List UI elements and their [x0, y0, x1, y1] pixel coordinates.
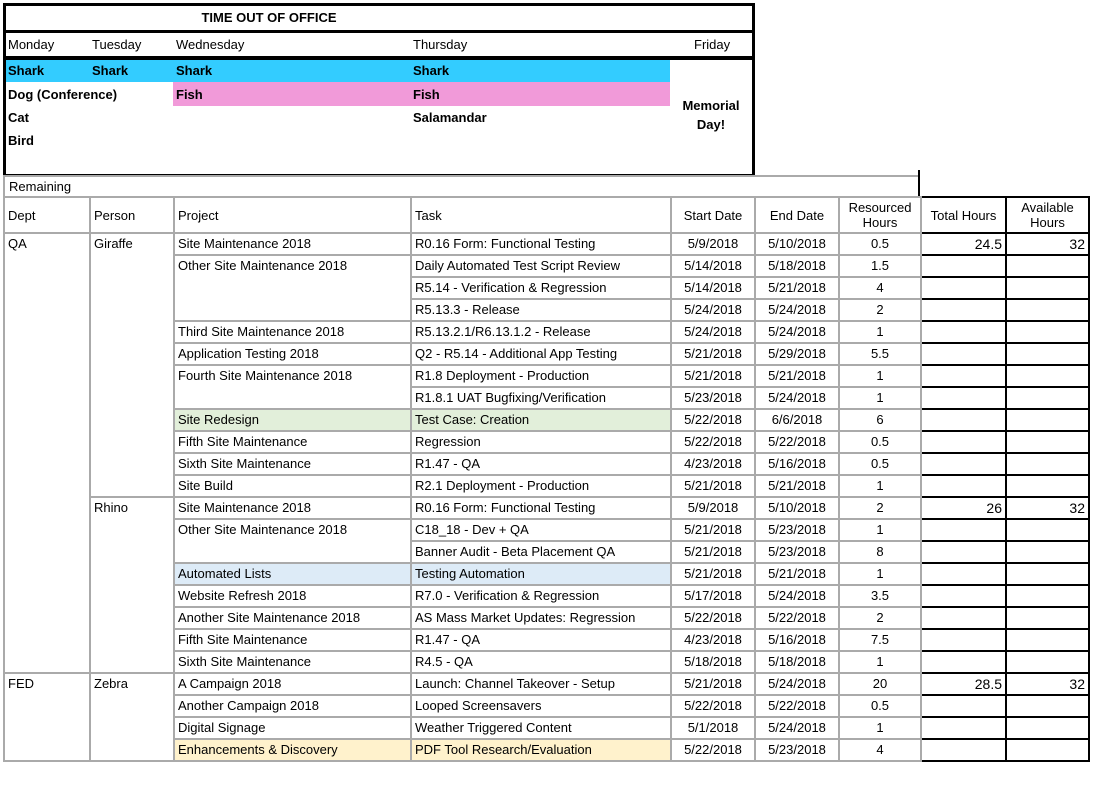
end-date-cell: 5/16/2018 — [755, 453, 839, 475]
end-date-cell: 5/18/2018 — [755, 255, 839, 277]
available-hours-cell — [1006, 343, 1089, 365]
column-header-project[interactable]: Project — [174, 197, 411, 233]
project-cell: Automated Lists — [174, 563, 411, 585]
end-date-cell: 5/24/2018 — [755, 585, 839, 607]
resourced-hours-cell: 20 — [839, 673, 921, 695]
day-thursday: Thursday — [413, 37, 468, 52]
total-hours-cell — [921, 541, 1006, 563]
total-hours-cell — [921, 651, 1006, 673]
total-hours-cell — [921, 695, 1006, 717]
start-date-cell: 5/18/2018 — [671, 651, 755, 673]
end-date-cell: 5/10/2018 — [755, 233, 839, 255]
project-cell: Site Maintenance 2018 — [174, 497, 411, 519]
project-cell: Digital Signage — [174, 717, 411, 739]
total-hours-cell — [921, 321, 1006, 343]
end-date-cell: 5/24/2018 — [755, 321, 839, 343]
project-cell: Website Refresh 2018 — [174, 585, 411, 607]
start-date-cell: 5/21/2018 — [671, 563, 755, 585]
start-date-cell: 5/14/2018 — [671, 277, 755, 299]
project-cell: Other Site Maintenance 2018 — [174, 255, 411, 321]
table-row — [4, 233, 1089, 255]
project-cell: Site Redesign — [174, 409, 411, 431]
ooo-title: TIME OUT OF OFFICE — [6, 6, 752, 33]
task-cell: Testing Automation — [411, 563, 671, 585]
start-date-cell: 5/24/2018 — [671, 321, 755, 343]
task-cell: R0.16 Form: Functional Testing — [411, 233, 671, 255]
end-date-cell: 5/22/2018 — [755, 607, 839, 629]
task-cell: R1.8 Deployment - Production — [411, 365, 671, 387]
task-cell: R4.5 - QA — [411, 651, 671, 673]
available-hours-cell — [1006, 387, 1089, 409]
resourced-hours-cell: 0.5 — [839, 233, 921, 255]
resourced-hours-cell: 0.5 — [839, 695, 921, 717]
day-tuesday: Tuesday — [92, 37, 142, 52]
start-date-cell: 5/17/2018 — [671, 585, 755, 607]
total-hours-cell — [921, 409, 1006, 431]
total-hours-cell: 26 — [921, 497, 1006, 519]
project-cell: Another Campaign 2018 — [174, 695, 411, 717]
start-date-cell: 5/1/2018 — [671, 717, 755, 739]
fish-thursday: Fish — [413, 87, 440, 102]
end-date-cell: 5/21/2018 — [755, 563, 839, 585]
end-date-cell: 5/29/2018 — [755, 343, 839, 365]
start-date-cell: 5/21/2018 — [671, 541, 755, 563]
start-date-cell: 5/21/2018 — [671, 673, 755, 695]
resourced-hours-cell: 2 — [839, 497, 921, 519]
resourced-hours-cell: 8 — [839, 541, 921, 563]
shark-monday: Shark — [8, 63, 45, 78]
end-date-cell: 5/23/2018 — [755, 519, 839, 541]
available-hours-cell — [1006, 299, 1089, 321]
resourced-hours-cell: 0.5 — [839, 453, 921, 475]
fish-wednesday: Fish — [176, 87, 203, 102]
project-cell: Site Maintenance 2018 — [174, 233, 411, 255]
end-date-cell: 5/24/2018 — [755, 299, 839, 321]
resourced-hours-cell: 6 — [839, 409, 921, 431]
day-friday: Friday — [694, 37, 731, 52]
header-row — [4, 197, 1089, 233]
available-hours-cell: 32 — [1006, 233, 1089, 255]
end-date-cell: 5/16/2018 — [755, 629, 839, 651]
end-date-cell: 5/21/2018 — [755, 365, 839, 387]
available-hours-cell — [1006, 629, 1089, 651]
start-date-cell: 5/14/2018 — [671, 255, 755, 277]
task-cell: R1.47 - QA — [411, 629, 671, 651]
start-date-cell: 5/24/2018 — [671, 299, 755, 321]
project-cell: Enhancements & Discovery — [174, 739, 411, 761]
task-cell: Test Case: Creation — [411, 409, 671, 431]
end-date-cell: 5/18/2018 — [755, 651, 839, 673]
end-date-cell: 5/22/2018 — [755, 695, 839, 717]
resourced-hours-cell: 1 — [839, 365, 921, 387]
resourced-hours-cell: 1 — [839, 717, 921, 739]
column-header-total-hours[interactable]: Total Hours — [921, 197, 1006, 233]
total-hours-cell — [921, 475, 1006, 497]
resourced-hours-cell: 3.5 — [839, 585, 921, 607]
resourced-hours-cell: 5.5 — [839, 343, 921, 365]
task-cell: Banner Audit - Beta Placement QA — [411, 541, 671, 563]
total-hours-cell — [921, 343, 1006, 365]
total-hours-cell: 24.5 — [921, 233, 1006, 255]
day-monday: Monday — [8, 37, 55, 52]
end-date-cell: 5/23/2018 — [755, 541, 839, 563]
task-cell: Daily Automated Test Script Review — [411, 255, 671, 277]
resourced-hours-cell: 4 — [839, 277, 921, 299]
end-date-cell: 6/6/2018 — [755, 409, 839, 431]
task-cell: Weather Triggered Content — [411, 717, 671, 739]
task-cell: Launch: Channel Takeover - Setup — [411, 673, 671, 695]
column-header-start-date[interactable]: Start Date — [671, 197, 755, 233]
start-date-cell: 5/9/2018 — [671, 233, 755, 255]
project-cell: Sixth Site Maintenance — [174, 453, 411, 475]
task-cell: Regression — [411, 431, 671, 453]
available-hours-cell — [1006, 453, 1089, 475]
resourced-hours-cell: 1 — [839, 563, 921, 585]
start-date-cell: 4/23/2018 — [671, 453, 755, 475]
project-cell: Fifth Site Maintenance — [174, 629, 411, 651]
resourced-hours-cell: 0.5 — [839, 431, 921, 453]
end-date-cell: 5/21/2018 — [755, 475, 839, 497]
available-hours-cell — [1006, 277, 1089, 299]
resourced-hours-cell: 1 — [839, 519, 921, 541]
monday-cat: Cat — [8, 110, 29, 125]
task-cell: C18_18 - Dev + QA — [411, 519, 671, 541]
total-hours-cell — [921, 629, 1006, 651]
total-hours-cell — [921, 453, 1006, 475]
task-cell: R5.13.3 - Release — [411, 299, 671, 321]
column-header-task[interactable]: Task — [411, 197, 671, 233]
project-cell: Sixth Site Maintenance — [174, 651, 411, 673]
task-cell: AS Mass Market Updates: Regression — [411, 607, 671, 629]
day-wednesday: Wednesday — [176, 37, 245, 52]
total-hours-cell — [921, 387, 1006, 409]
task-cell: R0.16 Form: Functional Testing — [411, 497, 671, 519]
column-header-end-date[interactable]: End Date — [755, 197, 839, 233]
task-cell: PDF Tool Research/Evaluation — [411, 739, 671, 761]
task-cell: Q2 - R5.14 - Additional App Testing — [411, 343, 671, 365]
project-cell: Third Site Maintenance 2018 — [174, 321, 411, 343]
available-hours-cell — [1006, 717, 1089, 739]
start-date-cell: 5/22/2018 — [671, 409, 755, 431]
shark-wednesday: Shark — [176, 63, 213, 78]
dept-cell: QA — [4, 233, 90, 673]
start-date-cell: 5/22/2018 — [671, 607, 755, 629]
available-hours-cell — [1006, 585, 1089, 607]
resourced-hours-cell: 2 — [839, 607, 921, 629]
total-hours-cell — [921, 739, 1006, 761]
total-hours-cell — [921, 607, 1006, 629]
end-date-cell: 5/24/2018 — [755, 717, 839, 739]
thursday-salamandar: Salamandar — [413, 110, 487, 125]
remaining-label: Remaining — [3, 175, 920, 197]
resourced-hours-cell: 1 — [839, 475, 921, 497]
start-date-cell: 5/22/2018 — [671, 695, 755, 717]
start-date-cell: 4/23/2018 — [671, 629, 755, 651]
end-date-cell: 5/24/2018 — [755, 387, 839, 409]
start-date-cell: 5/22/2018 — [671, 739, 755, 761]
resourced-hours-cell: 1 — [839, 387, 921, 409]
total-hours-cell — [921, 717, 1006, 739]
friday-memorial-day: Memorial Day! — [682, 98, 740, 132]
end-date-cell: 5/24/2018 — [755, 673, 839, 695]
task-cell: Looped Screensavers — [411, 695, 671, 717]
end-date-cell: 5/21/2018 — [755, 277, 839, 299]
resourced-hours-cell: 2 — [839, 299, 921, 321]
task-cell: R5.13.2.1/R6.13.1.2 - Release — [411, 321, 671, 343]
end-date-cell: 5/23/2018 — [755, 739, 839, 761]
total-hours-cell — [921, 365, 1006, 387]
project-cell: Another Site Maintenance 2018 — [174, 607, 411, 629]
task-cell: R2.1 Deployment - Production — [411, 475, 671, 497]
person-cell: Giraffe — [90, 233, 174, 497]
start-date-cell: 5/9/2018 — [671, 497, 755, 519]
total-hours-cell — [921, 519, 1006, 541]
available-hours-cell — [1006, 607, 1089, 629]
monday-bird: Bird — [8, 133, 34, 148]
start-date-cell: 5/23/2018 — [671, 387, 755, 409]
available-hours-cell — [1006, 475, 1089, 497]
available-hours-cell: 32 — [1006, 673, 1089, 695]
available-hours-cell — [1006, 651, 1089, 673]
project-cell: Site Build — [174, 475, 411, 497]
dept-cell: FED — [4, 673, 90, 761]
start-date-cell: 5/21/2018 — [671, 475, 755, 497]
resourced-hours-cell: 1 — [839, 651, 921, 673]
resourced-hours-cell: 7.5 — [839, 629, 921, 651]
column-header-dept[interactable]: Dept — [4, 197, 90, 233]
task-cell: R1.47 - QA — [411, 453, 671, 475]
total-hours-cell — [921, 299, 1006, 321]
available-hours-cell — [1006, 255, 1089, 277]
available-hours-cell — [1006, 365, 1089, 387]
task-cell: R5.14 - Verification & Regression — [411, 277, 671, 299]
available-hours-cell — [1006, 541, 1089, 563]
available-hours-cell: 32 — [1006, 497, 1089, 519]
shark-thursday: Shark — [413, 63, 450, 78]
available-hours-cell — [1006, 431, 1089, 453]
available-hours-cell — [1006, 321, 1089, 343]
column-header-person[interactable]: Person — [90, 197, 174, 233]
resourced-hours-cell: 1 — [839, 321, 921, 343]
project-cell: Application Testing 2018 — [174, 343, 411, 365]
start-date-cell: 5/21/2018 — [671, 519, 755, 541]
project-cell: Fourth Site Maintenance 2018 — [174, 365, 411, 409]
available-hours-cell — [1006, 519, 1089, 541]
task-cell: R7.0 - Verification & Regression — [411, 585, 671, 607]
end-date-cell: 5/22/2018 — [755, 431, 839, 453]
shark-tuesday: Shark — [92, 63, 129, 78]
table-row — [4, 673, 1089, 695]
available-hours-cell — [1006, 739, 1089, 761]
ooo-days-row — [6, 33, 752, 60]
person-cell: Zebra — [90, 673, 174, 761]
project-cell: Other Site Maintenance 2018 — [174, 519, 411, 563]
total-hours-cell — [921, 585, 1006, 607]
project-cell: A Campaign 2018 — [174, 673, 411, 695]
start-date-cell: 5/21/2018 — [671, 343, 755, 365]
total-hours-cell — [921, 277, 1006, 299]
monday-dog: Dog (Conference) — [8, 87, 118, 102]
table-row — [4, 497, 1089, 519]
person-cell: Rhino — [90, 497, 174, 673]
divider — [918, 170, 920, 177]
task-cell: R1.8.1 UAT Bugfixing/Verification — [411, 387, 671, 409]
column-header-resourced-hours[interactable]: Resourced Hours — [839, 197, 921, 233]
total-hours-cell — [921, 431, 1006, 453]
total-hours-cell: 28.5 — [921, 673, 1006, 695]
start-date-cell: 5/21/2018 — [671, 365, 755, 387]
resourced-hours-cell: 1.5 — [839, 255, 921, 277]
time-out-of-office-box — [3, 3, 755, 177]
resource-table — [3, 196, 1090, 762]
resourced-hours-cell: 4 — [839, 739, 921, 761]
available-hours-cell — [1006, 563, 1089, 585]
project-cell: Fifth Site Maintenance — [174, 431, 411, 453]
column-header-available-hours[interactable]: Available Hours — [1006, 197, 1089, 233]
available-hours-cell — [1006, 695, 1089, 717]
available-hours-cell — [1006, 409, 1089, 431]
total-hours-cell — [921, 563, 1006, 585]
end-date-cell: 5/10/2018 — [755, 497, 839, 519]
total-hours-cell — [921, 255, 1006, 277]
start-date-cell: 5/22/2018 — [671, 431, 755, 453]
